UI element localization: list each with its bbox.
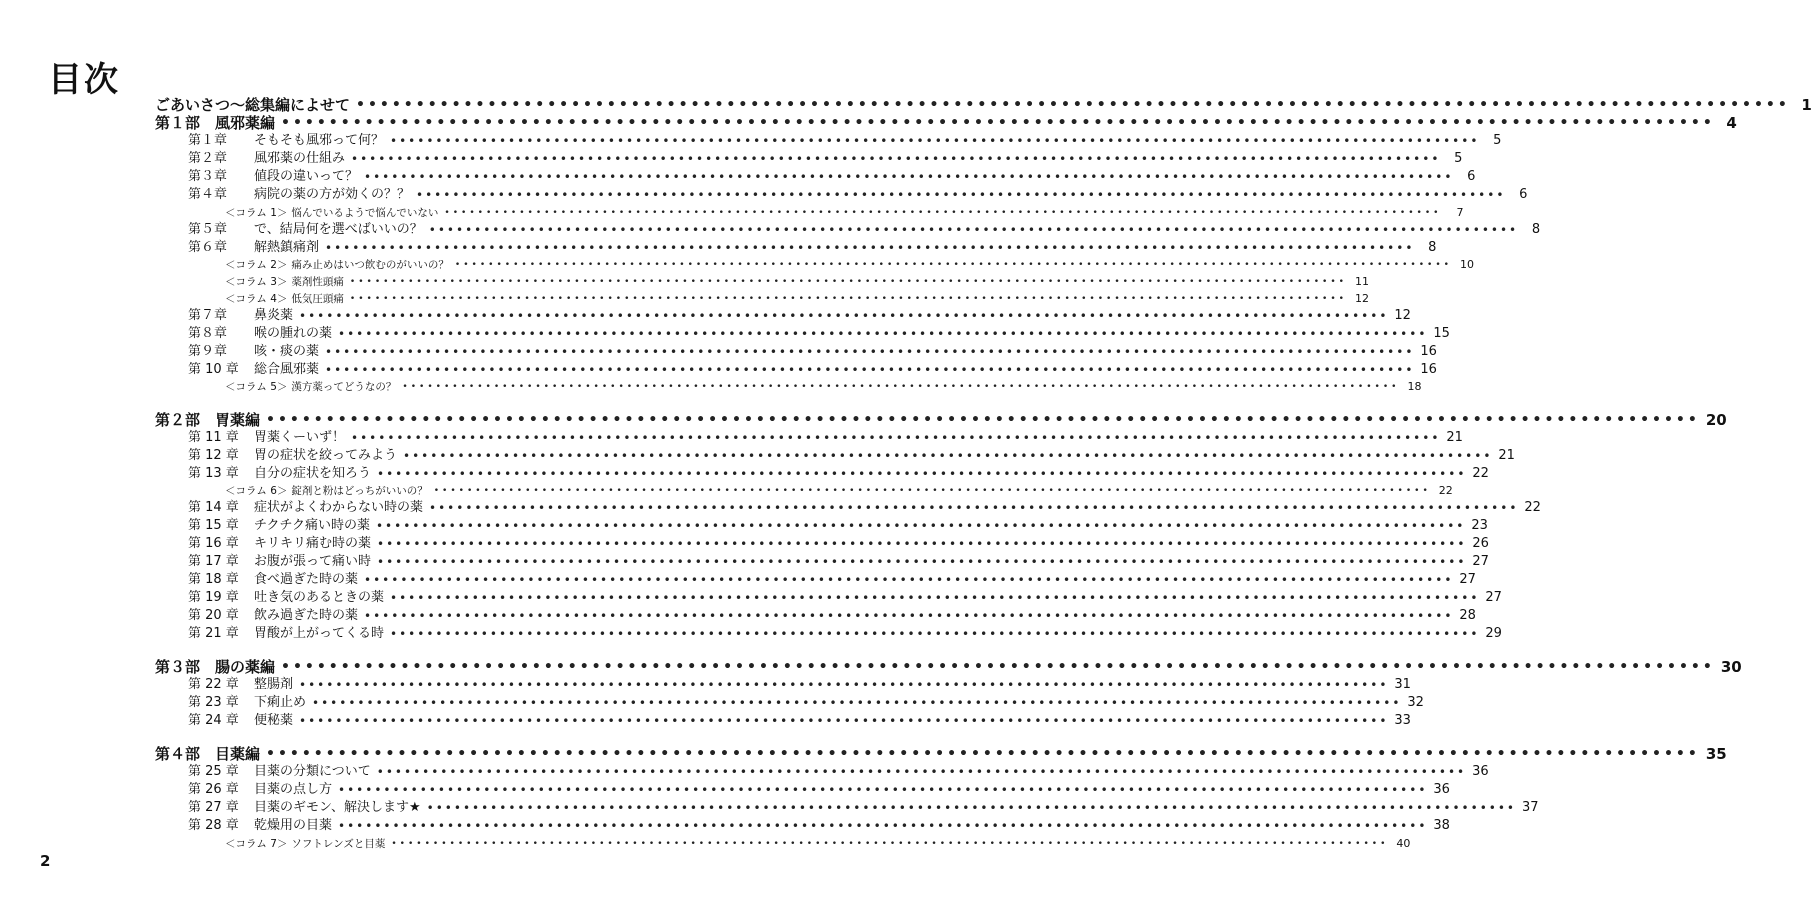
toc-entry-chapter xyxy=(155,499,1541,517)
entry-title: 目薬の分類について xyxy=(254,764,371,779)
entry-page-number: 5 xyxy=(1493,133,1502,148)
dot-leader: •••••••••••••••••••••••••••••••••••••••••••••••••••••••••••••••••••••••••••••••••••••••••••••••••••••••••••••••••••••••• xyxy=(433,486,1431,496)
entry-label xyxy=(188,535,377,553)
dot-leader: •••••••••••••••••••••••••••••••••••••••••••••••••••••••••••••••••••••••••••••••••••••••••••••••••••••••••••••••••••••••• xyxy=(349,294,1347,304)
entry-title: 咳・痰の薬 xyxy=(254,344,320,359)
toc-entry-chapter xyxy=(155,307,1411,325)
entry-label xyxy=(225,204,444,222)
toc-entry-column xyxy=(155,290,1369,308)
chapter-number: 第 20 章 xyxy=(188,608,239,623)
entry-label xyxy=(188,694,312,712)
entry-title: で、結局何を選べばいいの？ xyxy=(254,222,423,237)
entry-page-number: 27 xyxy=(1485,590,1502,605)
entry-label xyxy=(188,712,299,730)
entry-label xyxy=(188,571,364,589)
toc-entry-chapter xyxy=(155,221,1541,239)
toc-entry-chapter xyxy=(155,535,1489,553)
entry-page-number: 7 xyxy=(1456,206,1464,219)
entry-label xyxy=(188,499,429,517)
entry-title: 薬剤性頭痛 xyxy=(291,276,344,288)
entry-page-number: 22 xyxy=(1438,484,1453,497)
entry-label xyxy=(188,307,299,325)
entry-page-number: 15 xyxy=(1433,326,1450,341)
entry-page-number: 22 xyxy=(1524,500,1541,515)
entry-label xyxy=(225,482,434,500)
entry-label xyxy=(188,676,299,694)
entry-label xyxy=(188,625,390,643)
chapter-number: 第 21 章 xyxy=(188,626,239,641)
toc-entry-chapter xyxy=(155,553,1489,571)
entry-title: 食べ過ぎた時の薬 xyxy=(254,572,359,587)
column-tag: ＜コラム 2＞ xyxy=(225,259,288,271)
chapter-number: 第 19 章 xyxy=(188,590,239,605)
entry-label xyxy=(188,607,364,625)
dot-leader: •••••••••••••••••••••••••••••••••••••••••••••••••••••••••••••••••••••••••••••••••••••••••••••••••••••••••••••••••••••••• xyxy=(390,591,1480,605)
dot-leader: •••••••••••••••••••••••••••••••••••••••••••••••••••••••••••••••••••••••••••••••••••••••••••••••••••••••••••••••••••••••• xyxy=(349,277,1347,287)
chapter-number: 第 26 章 xyxy=(188,782,239,797)
toc-entry-part xyxy=(155,411,1727,429)
entry-page-number: 5 xyxy=(1454,151,1463,166)
entry-page-number: 4 xyxy=(1726,114,1737,132)
chapter-number: 第９章 xyxy=(188,344,228,359)
dot-leader: •••••••••••••••••••••••••••••••••••••••••••••••••••••••••••••••••••••••••••••••••••••••••••••••••••••••••••••••••••••••• xyxy=(338,327,1428,341)
entry-label xyxy=(188,325,338,343)
dot-leader: •••••••••••••••••••••••••••••••••••••••••••••••••••••••••••••••••••••••••••••••••••••••••••••••••••••••••••••••••••••••• xyxy=(426,801,1516,815)
dot-leader: •••••••••••••••••••••••••••••••••••••••••••••••••••••••••••••••••••••••••••••••••••••••••••••••••••••••••••••••••••••••• xyxy=(428,223,1519,237)
entry-page-number: 37 xyxy=(1522,800,1539,815)
entry-title: 下痢止め xyxy=(254,695,307,710)
chapter-number: 第 14 章 xyxy=(188,500,239,515)
entry-title: 鼻炎薬 xyxy=(254,308,294,323)
dot-leader: •••••••••••••••••••••••••••••••••••••••••••••••••••••••••••••••••••••••••••••••••••••••••••••••••••••••••••••••••••••••• xyxy=(325,363,1415,377)
entry-title: 症状がよくわからない時の薬 xyxy=(254,500,424,515)
entry-title: 胃薬くーいず！ xyxy=(254,430,346,445)
entry-page-number: 21 xyxy=(1446,430,1463,445)
entry-title: 値段の違いって？ xyxy=(254,169,359,184)
entry-title: 第１部 風邪薬編 xyxy=(155,114,276,132)
entry-page-number: 8 xyxy=(1428,240,1437,255)
dot-leader: •••••••••••••••••••••••••••••••••••••••••••••••••••••••••••••••••••••••••••••••••••••••••••••••••••••••••••••••••••••••• xyxy=(416,188,1506,202)
column-tag: ＜コラム 5＞ xyxy=(225,381,288,393)
toc-entry-chapter xyxy=(155,150,1463,168)
entry-page-number: 6 xyxy=(1467,169,1476,184)
entry-label xyxy=(225,835,391,853)
entry-title: 目薬のギモン、解決します★ xyxy=(254,800,421,815)
entry-page-number: 12 xyxy=(1394,308,1411,323)
entry-label xyxy=(188,132,390,150)
entry-title: 第３部 腸の薬編 xyxy=(155,658,276,676)
entry-title: キリキリ痛む時の薬 xyxy=(254,536,372,551)
toc-entry-chapter xyxy=(155,694,1424,712)
dot-leader: •••••••••••••••••••••••••••••••••••••••••••••••••••••••••••••••••••••••••••••••••••••••••••••••••••••••••••••••••••••••• xyxy=(351,431,1441,445)
entry-page-number: 27 xyxy=(1459,572,1476,587)
toc-entry-column xyxy=(155,204,1464,222)
dot-leader: •••••••••••••••••••••••••••••••••••••••••••••••••••••••••••••••••••••••••••••••••••••••••••••••••••••••••••••••••••••••• xyxy=(377,467,1467,481)
entry-page-number: 23 xyxy=(1471,518,1488,533)
chapter-number: 第 15 章 xyxy=(188,518,239,533)
entry-label xyxy=(155,658,281,676)
dot-leader: •••••••••••••••••••••••••••••••••••••••••••••••••••••••••••••••••••••••••••••••••••••••••••••••••••••••••••••••••••••••• xyxy=(338,783,1428,797)
dot-leader: •••••••••••••••••••••••••••••••••••••••••••••••••••••••••••••••••••••••••••••••••••••••••••••••••••••••••••••••••••••••• xyxy=(454,260,1452,270)
toc-entry-chapter xyxy=(155,186,1528,204)
entry-page-number: 40 xyxy=(1396,837,1411,850)
chapter-number: 第 23 章 xyxy=(188,695,239,710)
toc-entry-column xyxy=(155,273,1369,291)
entry-title: 錠剤と粉はどっちがいいの？ xyxy=(291,485,428,497)
chapter-number: 第 10 章 xyxy=(188,362,239,377)
entry-label xyxy=(225,273,350,291)
entry-page-number: 16 xyxy=(1420,344,1437,359)
entry-title: 吐き気のあるときの薬 xyxy=(254,590,385,605)
entry-label xyxy=(155,411,266,429)
entry-page-number: 28 xyxy=(1459,608,1476,623)
chapter-number: 第３章 xyxy=(188,169,228,184)
entry-title: 整腸剤 xyxy=(254,677,294,692)
entry-label xyxy=(188,186,416,204)
entry-label xyxy=(225,256,455,274)
toc-entry-column xyxy=(155,378,1422,396)
dot-leader: •••••••••••••••••••••••••••••••••••••••••••••••••••••••••••••••••••••••••••••••••••••••••••••••••••••••••••••••••••••••• xyxy=(377,555,1467,569)
dot-leader: •••••••••••••••••••••••••••••••••••••••••••••••••••••••••••••••••••••••••••••••••••••••••••••••••••••••••••••••••••••••• xyxy=(312,696,1402,710)
entry-title: 喉の腫れの薬 xyxy=(254,326,333,341)
chapter-number: 第６章 xyxy=(188,240,228,255)
entry-title: 低気圧頭痛 xyxy=(291,293,344,305)
page-title: 目次 xyxy=(48,60,120,100)
chapter-number: 第 25 章 xyxy=(188,764,239,779)
entry-title: 自分の症状を知ろう xyxy=(254,466,372,481)
dot-leader: •••••••••••••••••••••••••••••••••••••••••••••••••••••••••••••••••••••••••••••••••••••••••••••••••••••••••••••••••••••••• xyxy=(390,627,1480,641)
chapter-number: 第 24 章 xyxy=(188,713,239,728)
dot-leader: •••••••••••••••••••••••••••••••••••••••••••••••••••••••••••••••••••••••••••••••••••••••••••••••••••••••••••••••••••••••• xyxy=(266,412,1700,428)
entry-page-number: 21 xyxy=(1498,448,1515,463)
entry-label xyxy=(188,781,338,799)
chapter-number: 第 13 章 xyxy=(188,466,239,481)
toc-entry-chapter xyxy=(155,625,1502,643)
entry-label xyxy=(188,150,351,168)
toc-entry-part xyxy=(155,114,1737,132)
toc-entry-part xyxy=(155,745,1727,763)
entry-label xyxy=(188,799,427,817)
dot-leader: •••••••••••••••••••••••••••••••••••••••••••••••••••••••••••••••••••••••••••••••••••••••••••••••••••••••••••••••••••••••• xyxy=(299,309,1389,323)
chapter-number: 第 27 章 xyxy=(188,800,239,815)
toc-entry-chapter xyxy=(155,361,1437,379)
chapter-number: 第 22 章 xyxy=(188,677,239,692)
toc-entry-chapter xyxy=(155,343,1437,361)
column-tag: ＜コラム 1＞ xyxy=(225,207,288,219)
entry-title: 第４部 目薬編 xyxy=(155,745,261,763)
entry-label xyxy=(225,290,350,308)
dot-leader: •••••••••••••••••••••••••••••••••••••••••••••••••••••••••••••••••••••••••••••••••••••••••••••••••••••••••••••••••••••••• xyxy=(364,609,1454,623)
entry-page-number: 36 xyxy=(1433,782,1450,797)
entry-label xyxy=(188,221,429,239)
toc-entry-chapter xyxy=(155,712,1411,730)
dot-leader: •••••••••••••••••••••••••••••••••••••••••••••••••••••••••••••••••••••••••••••••••••••••••••••••••••••••••••••••••••••••• xyxy=(325,345,1415,359)
dot-leader: •••••••••••••••••••••••••••••••••••••••••••••••••••••••••••••••••••••••••••••••••••••••••••••••••••••••••••••••••••••••• xyxy=(402,382,1400,392)
entry-page-number: 12 xyxy=(1354,292,1369,305)
toc-entry-chapter xyxy=(155,817,1450,835)
entry-page-number: 18 xyxy=(1407,380,1422,393)
toc-entry-part xyxy=(155,658,1742,676)
entry-label xyxy=(188,429,351,447)
toc-entry-chapter xyxy=(155,781,1450,799)
entry-page-number: 27 xyxy=(1472,554,1489,569)
toc-entry-chapter xyxy=(155,429,1463,447)
chapter-number: 第 11 章 xyxy=(188,430,239,445)
toc-entry-chapter xyxy=(155,517,1488,535)
dot-leader: •••••••••••••••••••••••••••••••••••••••••••••••••••••••••••••••••••••••••••••••••••••••••••••••••••••••••••••••••••••••• xyxy=(356,97,1790,113)
chapter-number: 第 12 章 xyxy=(188,448,239,463)
dot-leader: •••••••••••••••••••••••••••••••••••••••••••••••••••••••••••••••••••••••••••••••••••••••••••••••••••••••••••••••••••••••• xyxy=(391,839,1389,849)
column-tag: ＜コラム 7＞ xyxy=(225,838,288,850)
entry-title: 便秘薬 xyxy=(254,713,294,728)
entry-label xyxy=(188,447,403,465)
entry-page-number: 30 xyxy=(1720,658,1742,676)
entry-label xyxy=(155,114,281,132)
column-tag: ＜コラム 6＞ xyxy=(225,485,288,497)
chapter-number: 第 18 章 xyxy=(188,572,239,587)
entry-title: 第２部 胃薬編 xyxy=(155,411,261,429)
entry-label xyxy=(155,96,356,114)
toc-entry-chapter xyxy=(155,325,1450,343)
dot-leader: •••••••••••••••••••••••••••••••••••••••••••••••••••••••••••••••••••••••••••••••••••••••••••••••••••••••••••••••••••••••• xyxy=(376,765,1467,779)
entry-page-number: 20 xyxy=(1705,411,1727,429)
entry-title: ごあいさつ〜総集編によせて xyxy=(155,96,351,114)
entry-label xyxy=(225,378,402,396)
dot-leader: •••••••••••••••••••••••••••••••••••••••••••••••••••••••••••••••••••••••••••••••••••••••••••••••••••••••••••••••••••••••• xyxy=(266,746,1700,762)
entry-label xyxy=(188,817,338,835)
chapter-number: 第５章 xyxy=(188,222,228,237)
toc-entry-chapter xyxy=(155,447,1515,465)
toc-entry-chapter xyxy=(155,465,1489,483)
dot-leader: •••••••••••••••••••••••••••••••••••••••••••••••••••••••••••••••••••••••••••••••••••••••••••••••••••••••••••••••••••••••• xyxy=(364,170,1454,184)
dot-leader: •••••••••••••••••••••••••••••••••••••••••••••••••••••••••••••••••••••••••••••••••••••••••••••••••••••••••••••••••••••••• xyxy=(444,208,1442,218)
dot-leader: •••••••••••••••••••••••••••••••••••••••••••••••••••••••••••••••••••••••••••••••••••••••••••••••••••••••••••••••••••••••• xyxy=(351,152,1441,166)
entry-title: お腹が張って痛い時 xyxy=(254,554,372,569)
dot-leader: •••••••••••••••••••••••••••••••••••••••••••••••••••••••••••••••••••••••••••••••••••••••••••••••••••••••••••••••••••••••• xyxy=(325,241,1415,255)
toc-entry-chapter xyxy=(155,676,1411,694)
toc-entry-part xyxy=(155,96,1812,114)
column-tag: ＜コラム 4＞ xyxy=(225,293,288,305)
page-number: 2 xyxy=(40,852,51,870)
entry-title: 病院の薬の方が効くの？？ xyxy=(254,187,411,202)
dot-leader: •••••••••••••••••••••••••••••••••••••••••••••••••••••••••••••••••••••••••••••••••••••••••••••••••••••••••••••••••••••••• xyxy=(403,449,1493,463)
entry-page-number: 36 xyxy=(1472,764,1489,779)
entry-page-number: 22 xyxy=(1472,466,1489,481)
entry-label xyxy=(188,517,376,535)
entry-page-number: 33 xyxy=(1394,713,1411,728)
table-of-contents xyxy=(155,96,1812,856)
column-tag: ＜コラム 3＞ xyxy=(225,276,288,288)
entry-title: 胃の症状を絞ってみよう xyxy=(254,448,398,463)
chapter-number: 第８章 xyxy=(188,326,228,341)
toc-entry-chapter xyxy=(155,132,1502,150)
entry-title: 風邪薬の仕組み xyxy=(254,151,346,166)
entry-title: そもそも風邪って何？ xyxy=(254,133,385,148)
dot-leader: •••••••••••••••••••••••••••••••••••••••••••••••••••••••••••••••••••••••••••••••••••••••••••••••••••••••••••••••••••••••• xyxy=(364,573,1454,587)
entry-label xyxy=(188,239,325,257)
entry-label xyxy=(188,763,377,781)
entry-label xyxy=(188,168,364,186)
dot-leader: •••••••••••••••••••••••••••••••••••••••••••••••••••••••••••••••••••••••••••••••••••••••••••••••••••••••••••••••••••••••• xyxy=(281,659,1715,675)
entry-title: 解熱鎮痛剤 xyxy=(254,240,320,255)
entry-title: ソフトレンズと目薬 xyxy=(291,838,386,850)
entry-title: 漢方薬ってどうなの？ xyxy=(291,381,397,393)
chapter-number: 第２章 xyxy=(188,151,228,166)
entry-title: 飲み過ぎた時の薬 xyxy=(254,608,359,623)
entry-title: 総合風邪薬 xyxy=(254,362,320,377)
toc-entry-chapter xyxy=(155,571,1476,589)
entry-page-number: 10 xyxy=(1459,258,1474,271)
entry-title: 乾燥用の目薬 xyxy=(254,818,333,833)
entry-label xyxy=(188,589,390,607)
entry-page-number: 11 xyxy=(1354,275,1369,288)
entry-page-number: 29 xyxy=(1485,626,1502,641)
entry-page-number: 32 xyxy=(1407,695,1424,710)
dot-leader: •••••••••••••••••••••••••••••••••••••••••••••••••••••••••••••••••••••••••••••••••••••••••••••••••••••••••••••••••••••••• xyxy=(377,537,1467,551)
entry-page-number: 38 xyxy=(1433,818,1450,833)
toc-entry-column xyxy=(155,482,1453,500)
toc-entry-chapter xyxy=(155,239,1437,257)
chapter-number: 第 16 章 xyxy=(188,536,239,551)
dot-leader: •••••••••••••••••••••••••••••••••••••••••••••••••••••••••••••••••••••••••••••••••••••••••••••••••••••••••••••••••••••••• xyxy=(299,678,1389,692)
entry-title: チクチク痛い時の薬 xyxy=(254,518,370,533)
entry-title: 目薬の点し方 xyxy=(254,782,333,797)
entry-label xyxy=(188,553,377,571)
entry-page-number: 26 xyxy=(1472,536,1489,551)
entry-page-number: 31 xyxy=(1394,677,1411,692)
dot-leader: •••••••••••••••••••••••••••••••••••••••••••••••••••••••••••••••••••••••••••••••••••••••••••••••••••••••••••••••••••••••• xyxy=(281,115,1715,131)
toc-entry-chapter xyxy=(155,763,1489,781)
entry-page-number: 35 xyxy=(1705,745,1727,763)
chapter-number: 第４章 xyxy=(188,187,228,202)
toc-entry-chapter xyxy=(155,168,1476,186)
chapter-number: 第 28 章 xyxy=(188,818,239,833)
entry-label xyxy=(155,745,266,763)
entry-page-number: 6 xyxy=(1519,187,1528,202)
entry-page-number: 1 xyxy=(1801,96,1812,114)
entry-label xyxy=(188,343,325,361)
toc-entry-chapter xyxy=(155,589,1502,607)
dot-leader: •••••••••••••••••••••••••••••••••••••••••••••••••••••••••••••••••••••••••••••••••••••••••••••••••••••••••••••••••••••••• xyxy=(338,819,1428,833)
dot-leader: •••••••••••••••••••••••••••••••••••••••••••••••••••••••••••••••••••••••••••••••••••••••••••••••••••••••••••••••••••••••• xyxy=(375,519,1466,533)
toc-entry-chapter xyxy=(155,607,1476,625)
entry-label xyxy=(188,465,377,483)
entry-page-number: 16 xyxy=(1420,362,1437,377)
dot-leader: •••••••••••••••••••••••••••••••••••••••••••••••••••••••••••••••••••••••••••••••••••••••••••••••••••••••••••••••••••••••• xyxy=(299,714,1389,728)
entry-title: 痛み止めはいつ飲むのがいいの？ xyxy=(291,259,449,271)
chapter-number: 第７章 xyxy=(188,308,228,323)
entry-title: 胃酸が上がってくる時 xyxy=(254,626,385,641)
toc-entry-column xyxy=(155,256,1474,274)
toc-entry-chapter xyxy=(155,799,1539,817)
entry-title: 悩んでいるようで悩んでいない xyxy=(291,207,439,219)
entry-page-number: 8 xyxy=(1531,222,1541,237)
chapter-number: 第 17 章 xyxy=(188,554,239,569)
entry-label xyxy=(188,361,325,379)
dot-leader: •••••••••••••••••••••••••••••••••••••••••••••••••••••••••••••••••••••••••••••••••••••••••••••••••••••••••••••••••••••••• xyxy=(390,134,1480,148)
chapter-number: 第１章 xyxy=(188,133,228,148)
toc-entry-column xyxy=(155,835,1411,853)
dot-leader: •••••••••••••••••••••••••••••••••••••••••••••••••••••••••••••••••••••••••••••••••••••••••••••••••••••••••••••••••••••••• xyxy=(429,501,1519,515)
